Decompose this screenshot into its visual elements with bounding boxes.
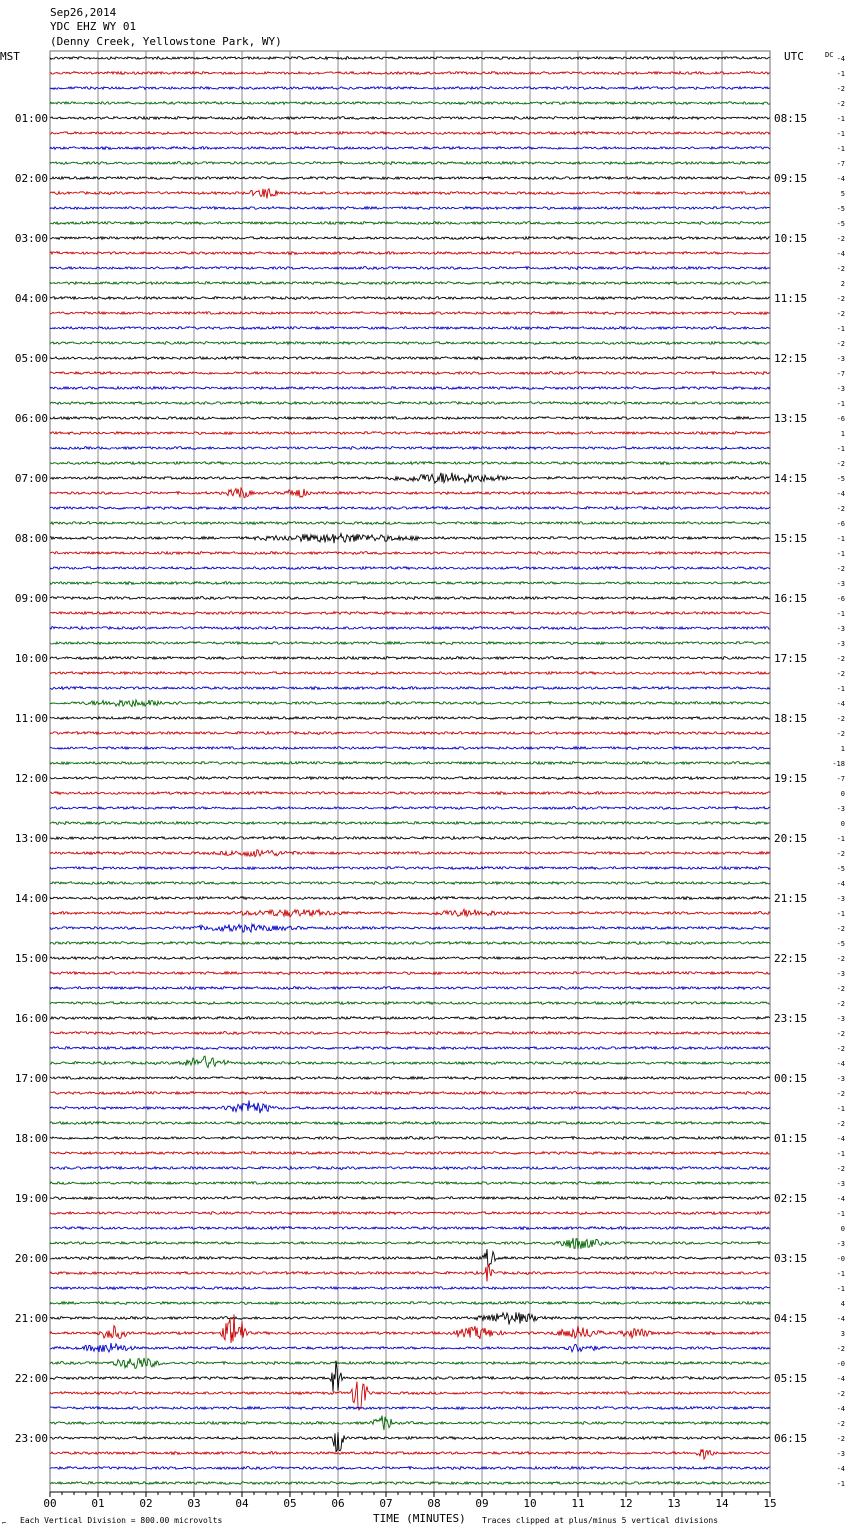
dc-offset: -1 [836, 400, 845, 408]
dc-offset: -1 [836, 1270, 845, 1278]
dc-offset: -2 [836, 955, 845, 963]
right-hour-label: 04:15 [774, 1312, 808, 1325]
trace-row-55 [50, 882, 770, 885]
dc-offset: -2 [836, 655, 845, 663]
x-tick-label: 14 [715, 1497, 729, 1510]
dc-offset: -2 [836, 505, 845, 513]
dc-offset: -1 [836, 145, 845, 153]
trace-row-79 [50, 1238, 770, 1249]
header-location: (Denny Creek, Yellowstone Park, WY) [50, 35, 282, 48]
dc-offset: -2 [836, 1090, 845, 1098]
left-hour-label: 09:00 [14, 592, 48, 605]
trace-row-24 [50, 417, 770, 420]
right-hour-label: 13:15 [774, 412, 808, 425]
x-tick-label: 10 [523, 1497, 537, 1510]
left-hour-label: 06:00 [14, 412, 48, 425]
right-hour-label: 18:15 [774, 712, 808, 725]
trace-row-72 [50, 1137, 770, 1140]
dc-offset: -1 [836, 70, 845, 78]
dc-offset: -4 [836, 175, 845, 183]
trace-row-83 [50, 1302, 770, 1305]
left-hour-label: 07:00 [14, 472, 48, 485]
left-hour-label: 21:00 [14, 1312, 48, 1325]
dc-offset: -1 [836, 1480, 845, 1488]
trace-row-6 [50, 147, 770, 150]
dc-offset: -2 [836, 1000, 845, 1008]
trace-row-17 [50, 312, 770, 315]
x-axis [43, 1492, 776, 1510]
dc-offset: -2 [836, 295, 845, 303]
trace-row-78 [50, 1227, 770, 1230]
dc-offset: -6 [836, 415, 845, 423]
left-hour-label: 17:00 [14, 1072, 48, 1085]
x-tick-label: 11 [571, 1497, 585, 1510]
dc-offset: -1 [836, 1285, 845, 1293]
dc-offset: -1 [836, 325, 845, 333]
dc-offset: -4 [836, 490, 845, 498]
dc-offset: 2 [840, 280, 845, 288]
trace-row-4 [50, 117, 770, 120]
trace-row-46 [50, 747, 770, 750]
x-tick-label: 07 [379, 1497, 393, 1510]
right-hour-label: 12:15 [774, 352, 808, 365]
dc-offset: -1 [836, 685, 845, 693]
dc-offset: -4 [836, 55, 845, 63]
trace-row-22 [50, 387, 770, 390]
left-hour-label: 16:00 [14, 1012, 48, 1025]
right-hour-label: 23:15 [774, 1012, 808, 1025]
right-hour-label: 22:15 [774, 952, 808, 965]
trace-row-92 [50, 1432, 770, 1452]
dc-offset: -2 [836, 730, 845, 738]
dc-offset: -1 [836, 1210, 845, 1218]
dc-offset: -3 [836, 640, 845, 648]
right-hour-label: 17:15 [774, 652, 808, 665]
dc-offset: -2 [836, 310, 845, 318]
seismic-traces [50, 57, 770, 1485]
trace-row-70 [50, 1100, 770, 1113]
dc-offset: -4 [836, 1135, 845, 1143]
trace-row-82 [50, 1287, 770, 1290]
x-tick-label: 06 [331, 1497, 345, 1510]
dc-offset: 4 [840, 1300, 845, 1308]
trace-row-36 [50, 597, 770, 600]
left-zone-label: MST [0, 50, 20, 63]
dc-offset: -2 [836, 1390, 845, 1398]
left-hour-label: 20:00 [14, 1252, 48, 1265]
trace-row-13 [50, 252, 770, 255]
trace-row-49 [50, 792, 770, 795]
trace-row-26 [50, 447, 770, 450]
dc-offset: -3 [836, 385, 845, 393]
dc-offset: -5 [836, 220, 845, 228]
trace-row-56 [50, 897, 770, 900]
right-hour-label: 09:15 [774, 172, 808, 185]
trace-row-77 [50, 1212, 770, 1215]
right-hour-label: 14:15 [774, 472, 808, 485]
right-hour-label: 11:15 [774, 292, 808, 305]
trace-row-93 [50, 1449, 770, 1459]
trace-row-69 [50, 1092, 770, 1095]
dc-offset: -2 [836, 985, 845, 993]
header-station: YDC EHZ WY 01 [50, 20, 137, 33]
left-hour-labels [15, 112, 48, 1445]
right-hour-label: 16:15 [774, 592, 808, 605]
trace-row-20 [50, 357, 770, 360]
dc-offset: 0 [840, 820, 845, 828]
trace-row-21 [50, 372, 770, 375]
left-hour-label: 04:00 [14, 292, 48, 305]
dc-offset: -7 [836, 160, 845, 168]
trace-row-53 [50, 850, 770, 857]
left-hour-label: 11:00 [14, 712, 48, 725]
left-hour-label: 14:00 [14, 892, 48, 905]
dc-offset: -1 [836, 535, 845, 543]
dc-offset: -4 [836, 1375, 845, 1383]
dc-offset: -2 [836, 1165, 845, 1173]
dc-offset: -2 [836, 1120, 845, 1128]
trace-row-25 [50, 432, 770, 435]
dc-offset: -2 [836, 265, 845, 273]
dc-offset: -4 [836, 1060, 845, 1068]
trace-row-27 [50, 462, 770, 465]
trace-row-0 [50, 57, 770, 60]
trace-row-37 [50, 612, 770, 615]
trace-row-2 [50, 87, 770, 90]
dc-offset: -5 [836, 865, 845, 873]
right-hour-label: 19:15 [774, 772, 808, 785]
dc-offset: 1 [840, 430, 845, 438]
trace-row-42 [50, 687, 770, 690]
trace-row-14 [50, 267, 770, 270]
trace-row-63 [50, 1002, 770, 1005]
dc-offset: 0 [840, 790, 845, 798]
left-hour-label: 23:00 [14, 1432, 48, 1445]
dc-offset: -7 [836, 370, 845, 378]
right-hour-labels [774, 112, 807, 1445]
left-hour-label: 12:00 [14, 772, 48, 785]
dc-offset: -4 [836, 1405, 845, 1413]
dc-offset: -3 [836, 1075, 845, 1083]
trace-row-86 [50, 1343, 770, 1352]
trace-row-57 [50, 909, 770, 917]
left-hour-label: 05:00 [14, 352, 48, 365]
x-tick-label: 05 [283, 1497, 297, 1510]
header-date: Sep26,2014 [50, 6, 117, 19]
dc-offset: -3 [836, 970, 845, 978]
dc-offset: -2 [836, 1045, 845, 1053]
trace-row-95 [50, 1482, 770, 1485]
dc-offset: -1 [836, 130, 845, 138]
trace-row-74 [50, 1167, 770, 1170]
trace-row-9 [50, 189, 770, 199]
trace-row-32 [50, 534, 770, 544]
trace-row-47 [50, 762, 770, 765]
x-axis-title: TIME (MINUTES) [373, 1512, 466, 1525]
x-tick-label: 02 [139, 1497, 153, 1510]
trace-row-30 [50, 507, 770, 510]
trace-row-94 [50, 1467, 770, 1470]
trace-row-81 [50, 1265, 770, 1282]
right-hour-label: 10:15 [774, 232, 808, 245]
trace-row-38 [50, 627, 770, 630]
right-hour-label: 01:15 [774, 1132, 808, 1145]
left-hour-label: 15:00 [14, 952, 48, 965]
trace-row-66 [50, 1047, 770, 1050]
trace-row-71 [50, 1122, 770, 1125]
dc-offset: -3 [836, 625, 845, 633]
trace-row-5 [50, 132, 770, 135]
trace-row-10 [50, 207, 770, 210]
trace-row-68 [50, 1077, 770, 1080]
dc-offset: -2 [836, 1420, 845, 1428]
right-hour-label: 06:15 [774, 1432, 808, 1445]
trace-row-35 [50, 582, 770, 585]
dc-offset: -1 [836, 910, 845, 918]
trace-row-33 [50, 552, 770, 555]
dc-offset: -2 [836, 85, 845, 93]
footer-scale-note: Each Vertical Division = 800.00 microvolts [20, 1516, 223, 1525]
trace-row-48 [50, 777, 770, 780]
dc-offset: -2 [836, 1030, 845, 1038]
left-hour-label: 22:00 [14, 1372, 48, 1385]
trace-row-31 [50, 522, 770, 525]
trace-row-87 [50, 1358, 770, 1368]
dc-offset: -3 [836, 1015, 845, 1023]
dc-offset: -3 [836, 1180, 845, 1188]
trace-row-12 [50, 237, 770, 240]
dc-offset: -18 [832, 760, 845, 768]
right-hour-label: 21:15 [774, 892, 808, 905]
x-tick-label: 03 [187, 1497, 201, 1510]
trace-row-75 [50, 1182, 770, 1185]
dc-offset: -4 [836, 1315, 845, 1323]
right-zone-label: UTC [784, 50, 804, 63]
dc-offset: -5 [836, 940, 845, 948]
dc-offset: -4 [836, 880, 845, 888]
trace-row-88 [50, 1361, 770, 1392]
x-tick-label: 08 [427, 1497, 441, 1510]
left-hour-label: 13:00 [14, 832, 48, 845]
footer-clip-note: Traces clipped at plus/minus 5 vertical divisions [482, 1516, 719, 1525]
dc-offset: -1 [836, 445, 845, 453]
trace-row-34 [50, 567, 770, 570]
left-hour-label: 18:00 [14, 1132, 48, 1145]
right-hour-label: 05:15 [774, 1372, 808, 1385]
dc-offset: -2 [836, 715, 845, 723]
trace-row-73 [50, 1152, 770, 1155]
right-hour-label: 20:15 [774, 832, 808, 845]
trace-row-89 [50, 1382, 770, 1410]
dc-offset: -3 [836, 1240, 845, 1248]
x-tick-label: 00 [43, 1497, 57, 1510]
trace-row-54 [50, 867, 770, 870]
dc-offset: -6 [836, 595, 845, 603]
dc-offset: 3 [840, 1330, 845, 1338]
dc-offset-labels [832, 55, 845, 1488]
x-tick-label: 09 [475, 1497, 489, 1510]
dc-offset: -3 [836, 895, 845, 903]
dc-offset: -3 [836, 355, 845, 363]
trace-row-58 [50, 924, 770, 932]
trace-row-51 [50, 822, 770, 825]
dc-offset: -0 [836, 1255, 845, 1263]
trace-row-59 [50, 942, 770, 945]
corner-mark: ⌐ [2, 1519, 7, 1527]
trace-row-11 [50, 222, 770, 225]
trace-row-3 [50, 102, 770, 105]
dc-offset: -2 [836, 100, 845, 108]
dc-offset: -5 [836, 475, 845, 483]
right-hour-label: 00:15 [774, 1072, 808, 1085]
trace-row-61 [50, 972, 770, 975]
trace-row-16 [50, 297, 770, 300]
trace-row-19 [50, 342, 770, 345]
left-hour-label: 19:00 [14, 1192, 48, 1205]
trace-row-28 [50, 473, 770, 483]
trace-row-39 [50, 642, 770, 645]
right-hour-label: 02:15 [774, 1192, 808, 1205]
trace-row-50 [50, 807, 770, 810]
x-tick-label: 01 [91, 1497, 105, 1510]
dc-offset: -3 [836, 805, 845, 813]
dc-offset: -1 [836, 610, 845, 618]
trace-row-45 [50, 732, 770, 735]
trace-row-1 [50, 72, 770, 75]
trace-row-91 [50, 1416, 770, 1430]
left-hour-label: 01:00 [14, 112, 48, 125]
trace-row-80 [50, 1249, 770, 1267]
trace-row-62 [50, 987, 770, 990]
dc-offset: -1 [836, 1105, 845, 1113]
dc-offset: -2 [836, 670, 845, 678]
trace-row-67 [50, 1056, 770, 1067]
x-tick-label: 04 [235, 1497, 249, 1510]
right-hour-label: 15:15 [774, 532, 808, 545]
trace-row-23 [50, 402, 770, 405]
x-tick-label: 13 [667, 1497, 681, 1510]
left-hour-label: 03:00 [14, 232, 48, 245]
trace-row-41 [50, 672, 770, 675]
dc-offset: -4 [836, 250, 845, 258]
right-hour-label: 03:15 [774, 1252, 808, 1265]
dc-offset: -7 [836, 775, 845, 783]
dc-offset: 5 [840, 190, 845, 198]
dc-offset: -6 [836, 520, 845, 528]
dc-offset: -2 [836, 340, 845, 348]
trace-row-8 [50, 177, 770, 180]
left-hour-label: 02:00 [14, 172, 48, 185]
trace-row-18 [50, 327, 770, 330]
dc-label: DC [825, 51, 834, 59]
dc-offset: -2 [836, 235, 845, 243]
dc-offset: -4 [836, 1195, 845, 1203]
dc-offset: -2 [836, 1345, 845, 1353]
dc-offset: -2 [836, 565, 845, 573]
trace-row-7 [50, 162, 770, 165]
dc-offset: -4 [836, 700, 845, 708]
dc-offset: -2 [836, 850, 845, 858]
dc-offset: 0 [840, 1225, 845, 1233]
x-tick-label: 15 [763, 1497, 777, 1510]
trace-row-90 [50, 1407, 770, 1410]
left-hour-label: 10:00 [14, 652, 48, 665]
trace-row-29 [50, 488, 770, 497]
x-tick-label: 12 [619, 1497, 633, 1510]
dc-offset: -4 [836, 1465, 845, 1473]
dc-offset: -1 [836, 115, 845, 123]
trace-row-44 [50, 717, 770, 720]
dc-offset: -3 [836, 1450, 845, 1458]
dc-offset: -2 [836, 460, 845, 468]
trace-row-52 [50, 837, 770, 840]
right-hour-label: 08:15 [774, 112, 808, 125]
trace-row-84 [50, 1312, 770, 1324]
dc-offset: -1 [836, 1150, 845, 1158]
dc-offset: -2 [836, 925, 845, 933]
left-hour-label: 08:00 [14, 532, 48, 545]
trace-row-40 [50, 657, 770, 660]
trace-row-64 [50, 1017, 770, 1020]
trace-row-15 [50, 282, 770, 285]
dc-offset: 1 [840, 745, 845, 753]
trace-row-60 [50, 957, 770, 960]
trace-row-76 [50, 1197, 770, 1200]
dc-offset: -1 [836, 835, 845, 843]
dc-offset: -3 [836, 580, 845, 588]
trace-row-65 [50, 1032, 770, 1035]
dc-offset: -2 [836, 1435, 845, 1443]
dc-offset: -0 [836, 1360, 845, 1368]
dc-offset: -5 [836, 205, 845, 213]
trace-row-43 [50, 700, 770, 707]
dc-offset: -1 [836, 550, 845, 558]
